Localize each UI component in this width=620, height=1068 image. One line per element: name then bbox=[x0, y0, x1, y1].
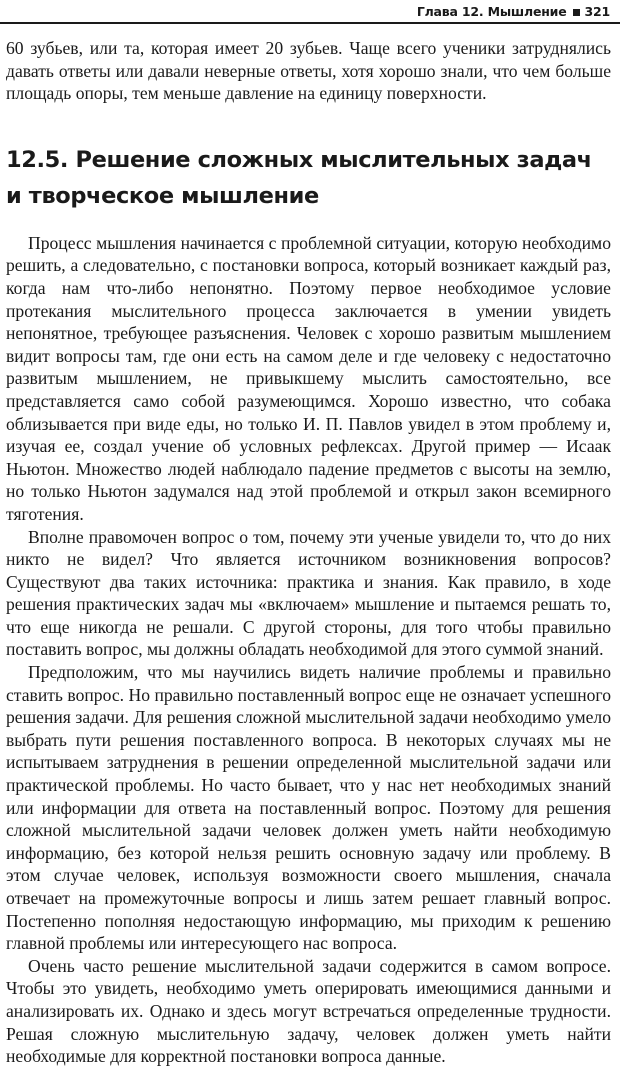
body-paragraph: Процесс мышления начинается с проблемной ситуации, которую необходимо решить, а следовательно, с постановки вопроса, который возникает каждый раз, когда нам что-либо непонятно. Поэтому первое необходимое условие протекания мыслительного процесса заключается в умении увидеть непонятное, требующее разъяснения. Человек с хорошо развитым мышлением видит вопросы там, где они есть на самом деле и где человеку с недостаточно развитым мышлением, не привыкшему мыслить самостоятельно, все представляется само собой разумеющимся. Хорошо известно, что собака облизывается при виде еды, но только И. П. Павлов увидел в этом проблему и, изучая ее, создал учение об условных рефлексах. Другой пример — Исаак Ньютон. Множество людей наблюдало падение предметов с высоты на землю, но только Ньютон задумался над этой проблемой и открыл закон всемирного тяготения. bbox=[6, 232, 611, 524]
page-body bbox=[6, 37, 611, 1068]
header-label bbox=[417, 5, 610, 19]
section-heading-line1: 12.5. Решение сложных мыслительных задач bbox=[6, 146, 592, 173]
body-paragraph: Очень часто решение мыслительной задачи содержится в самом вопросе. Чтобы это увидеть, необходимо уметь оперировать имеющимися данными и анализировать их. Однако и здесь могут встречаться определенные трудности. Решая сложную мыслительную задачу, человек должен уметь найти необходимые для корректной постановки вопроса данные. bbox=[6, 955, 611, 1067]
square-bullet-icon bbox=[573, 9, 580, 16]
header-divider bbox=[0, 22, 620, 24]
body-paragraph: Предположим, что мы научились видеть наличие проблемы и правильно ставить вопрос. Но правильно поставленный вопрос еще не означает успешного решения задачи. Для решения сложной мыслительной задачи необходимо умело выбрать пути решения поставленного вопроса. В некоторых случаях мы не испытываем затруднения в решении определенной мыслительной задачи или практической проблемы. Но часто бывает, что у нас нет необходимых знаний или информации для ответа на поставленный вопрос. Поэтому для решения сложной мыслительной задачи человек должен уметь найти необходимую информацию, без которой нельзя решить основную задачу или проблему. В этом случае человек, используя возможности своего мышления, сначала отвечает на промежуточные вопросы и лишь затем решает главный вопрос. Постепенно пополняя недостающую информацию, мы приходим к решению главной проблемы или интересующего нас вопроса. bbox=[6, 662, 611, 954]
section-heading-line2: и творческое мышление bbox=[6, 182, 319, 209]
running-header bbox=[0, 0, 620, 26]
page-number: 321 bbox=[584, 4, 610, 19]
chapter-title: Глава 12. Мышление bbox=[416, 4, 567, 19]
section-heading bbox=[6, 142, 611, 214]
continued-paragraph: 60 зубьев, или та, которая имеет 20 зубьев. Чаще всего ученики затруднялись давать ответы или давали неверные ответы, хотя хорошо знали, что чем больше площадь опоры, тем меньше давление на единицу поверхности. bbox=[6, 38, 611, 104]
body-paragraph: Вполне правомочен вопрос о том, почему эти ученые увидели то, что до них никто не видел? Что является источником возникновения вопросов? Существуют два таких источника: практика и знания. Как правило, в ходе решения практических задач мы «включаем» мышление и пытаемся решать то, что еще никогда не решали. С другой стороны, для того чтобы правильно поставить вопрос, мы должны обладать необходимой для этого суммой знаний. bbox=[6, 526, 611, 660]
